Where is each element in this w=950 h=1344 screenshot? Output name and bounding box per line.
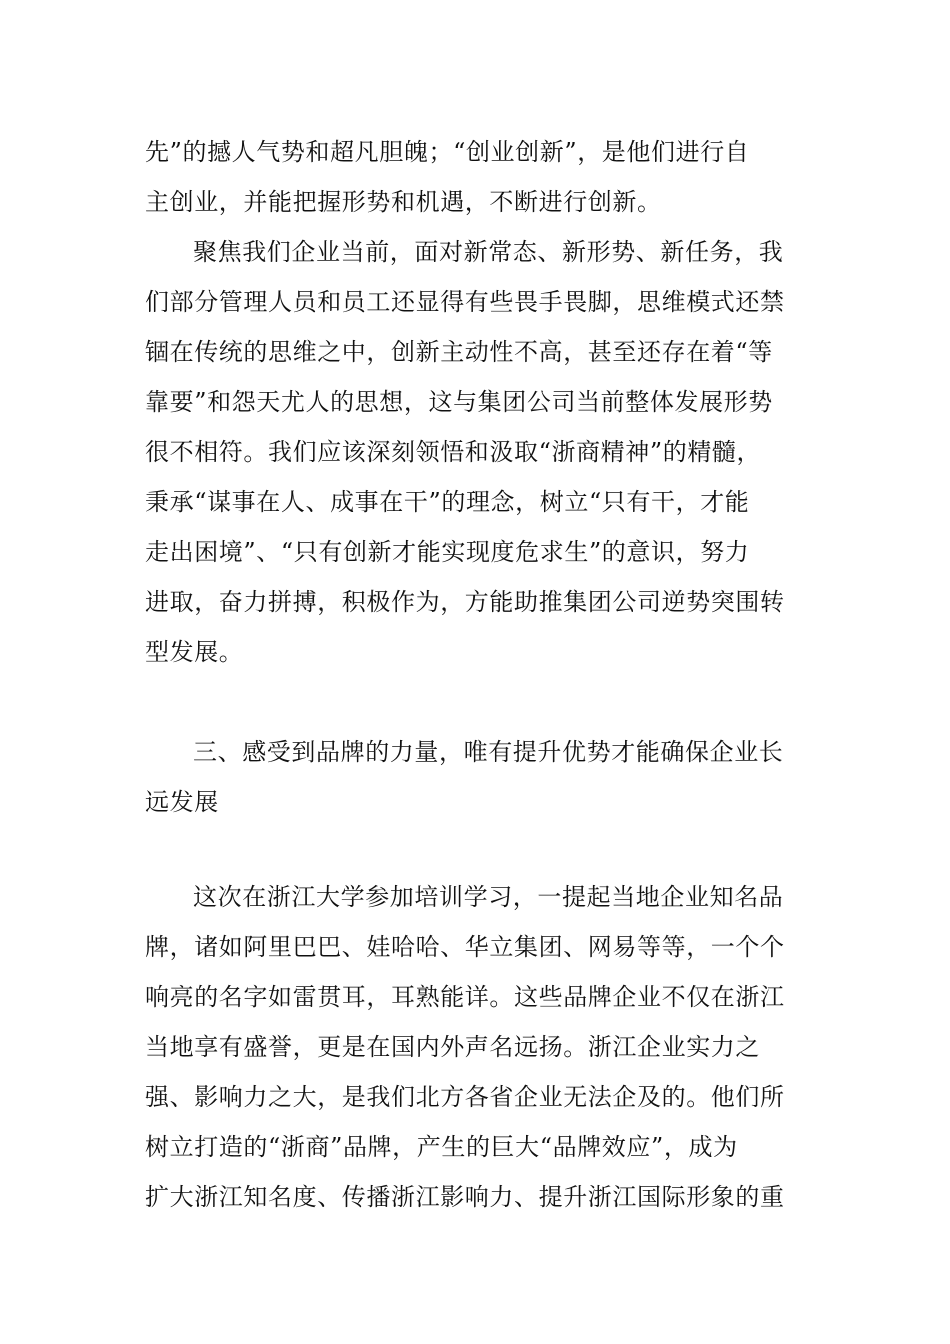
text-line: 们部分管理人员和员工还显得有些畏手畏脚，思维模式还禁 bbox=[145, 288, 785, 316]
text-line: 型发展。 bbox=[145, 638, 244, 666]
text-line: 很不相符。我们应该深刻领悟和汲取“浙商精神”的精髓， bbox=[145, 438, 762, 466]
text-line: 秉承“谋事在人、成事在干”的理念，树立“只有干，才能 bbox=[145, 488, 750, 516]
text-line: 走出困境”、“只有创新才能实现度危求生”的意识，努力 bbox=[145, 538, 750, 566]
text-line: 聚焦我们企业当前，面对新常态、新形势、新任务，我 bbox=[193, 238, 784, 266]
text-line: 扩大浙江知名度、传播浙江影响力、提升浙江国际形象的重 bbox=[145, 1183, 785, 1211]
text-line: 先”的撼人气势和超凡胆魄；“创业创新”，是他们进行自 bbox=[145, 138, 750, 166]
heading-line: 三、感受到品牌的力量，唯有提升优势才能确保企业长 bbox=[193, 738, 784, 766]
text-line: 牌，诸如阿里巴巴、娃哈哈、华立集团、网易等等，一个个 bbox=[145, 933, 785, 961]
text-line: 靠要”和怨天尤人的思想，这与集团公司当前整体发展形势 bbox=[145, 388, 773, 416]
text-line: 强、影响力之大，是我们北方各省企业无法企及的。他们所 bbox=[145, 1083, 785, 1111]
text-line: 树立打造的“浙商”品牌，产生的巨大“品牌效应”，成为 bbox=[145, 1133, 738, 1161]
text-line: 当地享有盛誉，更是在国内外声名远扬。浙江企业实力之 bbox=[145, 1033, 760, 1061]
text-line: 锢在传统的思维之中，创新主动性不高，甚至还存在着“等 bbox=[145, 338, 773, 366]
text-line: 响亮的名字如雷贯耳，耳熟能详。这些品牌企业不仅在浙江 bbox=[145, 983, 785, 1011]
text-line: 主创业，并能把握形势和机遇，不断进行创新。 bbox=[145, 188, 662, 216]
text-line: 进取，奋力拼搏，积极作为，方能助推集团公司逆势突围转 bbox=[145, 588, 785, 616]
text-line: 这次在浙江大学参加培训学习，一提起当地企业知名品 bbox=[193, 883, 784, 911]
heading-line: 远发展 bbox=[145, 788, 219, 816]
